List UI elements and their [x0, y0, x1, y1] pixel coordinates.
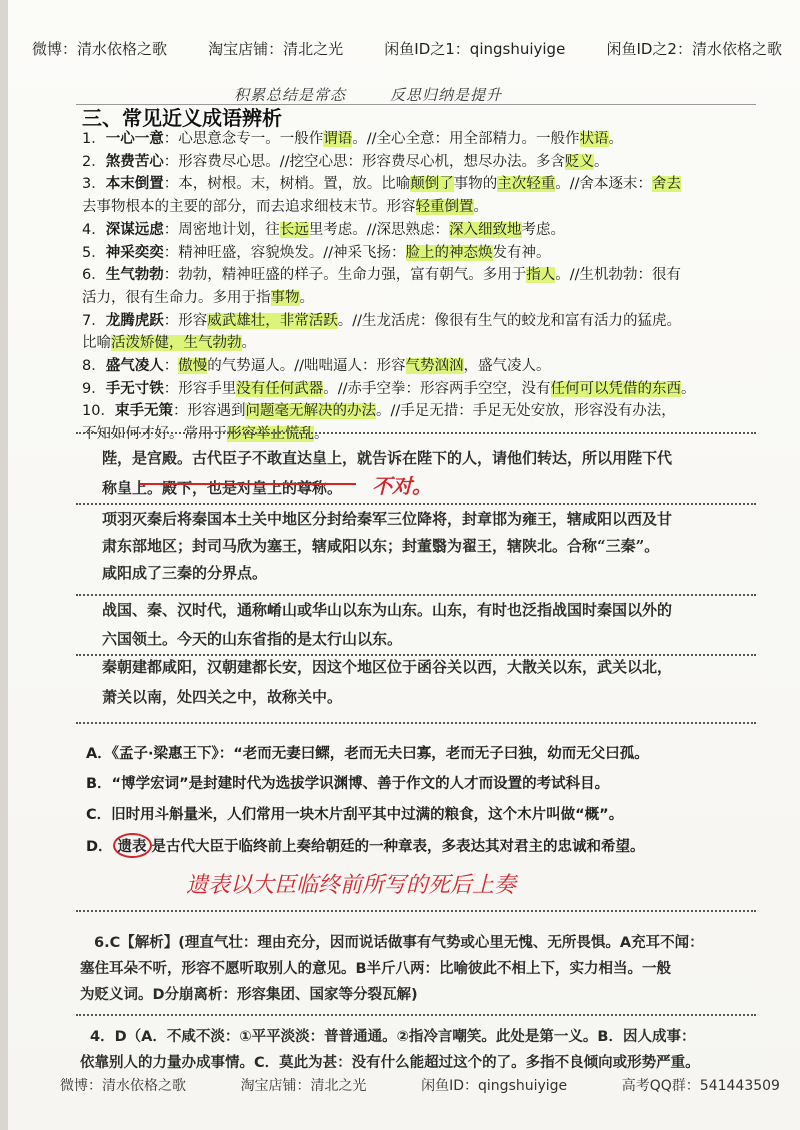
entry-3: 3．本末倒置：本，树根。末，树梢。置，放。比喻颠倒了事物的主次轻重。//舍本逐末：舍去: [82, 176, 682, 193]
divider-5: [76, 722, 756, 724]
header-weibo: 微博：清水依格之歌: [32, 40, 168, 58]
footer-taobao: 淘宝店铺：清北之光: [240, 1078, 367, 1094]
entry-7-cont: 比喻活泼矫健，生气勃勃。: [82, 335, 256, 352]
footer-xianyu: 闲鱼ID：qingshuiyige: [421, 1078, 568, 1094]
answer-6-line-2: 塞住耳朵不听，形容不愿听取别人的意见。B半斤八两：比喻彼此不相上下，实力相当。一般: [80, 961, 672, 977]
answer-6-line-1: 6.C【解析】(理直气壮：理由充分，因而说话做事有气势或心里无愧、无所畏惧。A充耳不闻：: [94, 935, 704, 951]
motto-left: 积累总结是常态: [234, 86, 347, 104]
divider-7: [76, 1014, 756, 1016]
header-xianyu-1: 闲鱼ID之1：qingshuiyige: [384, 40, 566, 58]
footer-weibo: 微博：清水依格之歌: [60, 1078, 186, 1094]
page-footer: [60, 1075, 780, 1095]
note-guanzhong: [80, 652, 748, 712]
entry-8: 8．盛气凌人：傲慢的气势逼人。//咄咄逼人：形容气势汹汹，盛气凌人。: [82, 358, 551, 375]
motto-right: 反思归纳是提升: [390, 86, 503, 104]
scan-edge: [0, 0, 8, 1130]
entry-6: 6．生气勃勃：勃勃，精神旺盛的样子。生命力强，富有朝气。多用于指人。//生机勃勃：很有: [82, 267, 682, 284]
header-taobao: 淘宝店铺：清北之光: [208, 40, 344, 58]
entry-6-cont: 活力，很有生命力。多用于指事物。: [82, 289, 314, 306]
entry-4: 4．深谋远虑：周密地计划，往长远里考虑。//深思熟虑：深入细致地考虑。: [82, 221, 566, 238]
footer-qq: 高考QQ群：541443509: [621, 1078, 780, 1094]
entry-10-cont: 不知如何才好。常用于形容举止慌乱。: [82, 426, 329, 443]
divider-1: [76, 432, 756, 434]
page-header: [32, 38, 782, 59]
entry-2: 2．煞费苦心：形容费尽心思。//挖空心思：形容费尽心机，想尽办法。多含贬义。: [82, 153, 609, 170]
note-shandong: [80, 596, 748, 654]
circled-term: 遗表: [113, 833, 152, 858]
note-sanqin-line-1: 项羽灭秦后将秦国本土关中地区分封给秦军三位降将，封章邯为雍王，辖咸阳以西及甘: [102, 510, 673, 528]
note-guanzhong-line-2: 萧关以南，处四关之中，故称关中。: [102, 688, 343, 706]
option-b: B．“博学宏词”是封建时代为选拔学识渊博、善于作文的人才而设置的考试科目。: [86, 776, 610, 792]
answer-4: [80, 1024, 770, 1076]
answer-6: [80, 930, 770, 1008]
idiom-entries: [82, 128, 752, 446]
note-guanzhong-line-1: 秦朝建都咸阳，汉朝建都长安，因这个地区位于函谷关以西，大散关以东，武关以北，: [102, 658, 673, 676]
note-sanqin-line-3: 咸阳成了三秦的分界点。: [102, 564, 268, 582]
note-palace: [80, 444, 748, 502]
divider-6: [76, 910, 756, 912]
answer-6-line-3: 为贬义词。D分崩离析：形容集团、国家等分裂瓦解): [80, 987, 418, 1003]
note-shandong-line-2: 六国领土。今天的山东省指的是太行山以东。: [102, 630, 403, 648]
note-palace-line-1: 陛，是宫殿。古代臣子不敢直达皇上，就告诉在陛下的人，请他们转达，所以用陛下代: [102, 449, 673, 467]
entry-10: 10．束手无策：形容遇到问题毫无解决的办法。//手足无措：手足无处安放，形容没有办法，: [82, 403, 676, 420]
divider-2: [76, 503, 756, 505]
red-strikethrough: [140, 483, 356, 485]
note-palace-line-2: 称皇上。殿下，也是对皇上的尊称。 不对。: [102, 474, 433, 498]
handwritten-wrong-mark: 不对。: [372, 474, 433, 498]
entry-7: 7．龙腾虎跃：形容威武雄壮，非常活跃。//生龙活虎：像很有生气的蛟龙和富有活力的猛虎。: [82, 312, 682, 329]
option-c: C．旧时用斗斛量米，人们常用一块木片刮平其中过满的粮食，这个木片叫做“概”。: [86, 807, 624, 823]
entry-5: 5．神采奕奕：精神旺盛，容貌焕发。//神采飞扬：脸上的神态焕发有神。: [82, 244, 551, 261]
header-xianyu-2: 闲鱼ID之2：清水依格之歌: [606, 40, 782, 58]
option-d: D． 遗表 是古代大臣于临终前上奏给朝廷的一种章表，多表达其对君主的忠诚和希望。: [86, 833, 756, 858]
entry-9: 9．手无寸铁：形容手里没有任何武器。//赤手空拳：形容两手空空，没有任何可以凭借的东西。: [82, 380, 696, 397]
section-title: 三、常见近义成语辨析: [82, 106, 282, 130]
handwritten-note: 遗表以大臣临终前所写的死后上奏: [186, 873, 517, 898]
answer-4-line-2: 依靠别人的力量办成事情。C．莫此为甚：没有什么能超过这个的了。多指不良倾向或形势严重。: [80, 1055, 700, 1071]
entry-3-cont: 去事物根本的主要的部分，而去追求细枝末节。形容轻重倒置。: [82, 199, 488, 216]
note-shandong-line-1: 战国、秦、汉时代，通称崤山或华山以东为山东。山东，有时也泛指战国时秦国以外的: [102, 601, 673, 619]
note-sanqin: [80, 506, 748, 587]
entry-1: 1．一心一意：心思意念专一。一般作谓语。//全心全意：用全部精力。一般作状语。: [82, 131, 624, 147]
note-sanqin-line-2: 肃东部地区；封司马欣为塞王，辖咸阳以东；封董翳为翟王，辖陕北。合称“三秦”。: [102, 537, 660, 555]
option-a: A．《孟子·梁惠王下》：“老而无妻曰鳏，老而无夫曰寡，老而无子曰独，幼而无父曰孤。: [86, 746, 649, 762]
answer-4-line-1: 4．D（A．不咸不淡：①平平淡淡：普普通通。②指冷言嘲笑。此处是第一义。B．因人成事：: [90, 1029, 696, 1045]
